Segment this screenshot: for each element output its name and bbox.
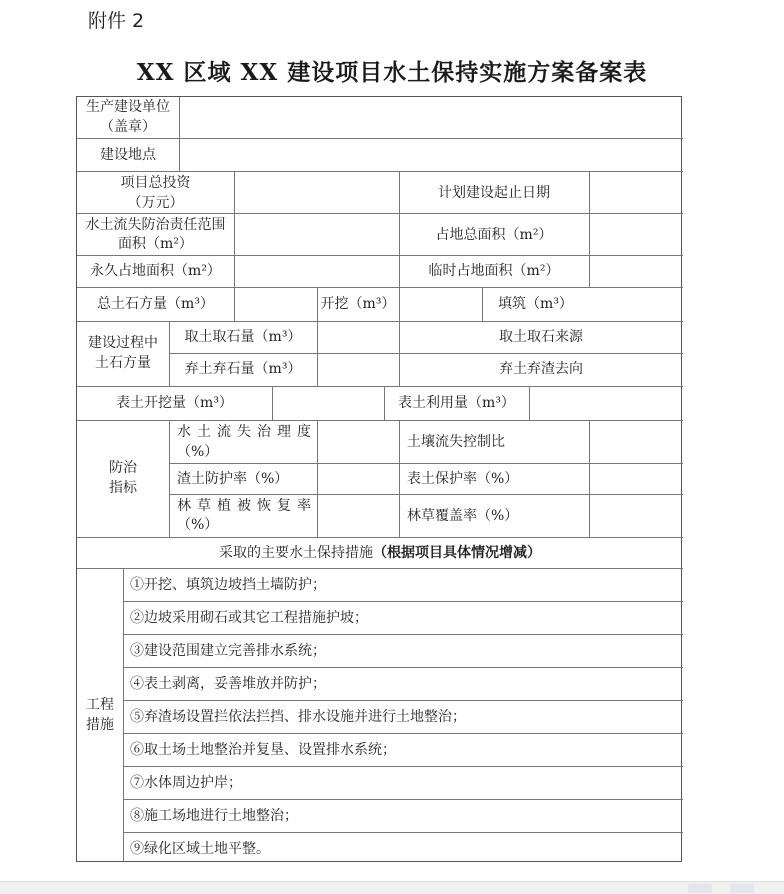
- fill-label: 填筑（m³）: [498, 296, 573, 312]
- unit-label-seal: （盖章）: [100, 119, 156, 135]
- row-divider: [123, 634, 683, 635]
- excavation-label: 开挖（m³）: [320, 296, 396, 312]
- row-divider: [169, 494, 683, 495]
- col-divider: [123, 568, 124, 862]
- investment-label: 项目总投资: [120, 175, 191, 191]
- responsibility-area-unit: 面积（m²）: [118, 236, 193, 252]
- row-divider: [169, 353, 683, 354]
- col-divider: [589, 171, 590, 287]
- col-divider: [589, 420, 590, 537]
- measures-header-note: （根据项目具体情况增减）: [373, 545, 541, 561]
- topsoil-excavation-label: 表土开挖量（m³）: [116, 395, 233, 411]
- row-divider: [123, 700, 683, 701]
- col-divider: [179, 97, 180, 171]
- row-divider: [77, 420, 683, 421]
- row-divider: [77, 255, 683, 256]
- spoil-destination-label: 弃土弃渣去向: [499, 361, 583, 377]
- document-title: XX 区域 XX 建设项目水土保持实施方案备案表: [136, 59, 648, 86]
- row-divider: [123, 832, 683, 833]
- col-divider: [234, 287, 235, 321]
- row-divider: [123, 733, 683, 734]
- col-divider: [317, 321, 318, 386]
- row-divider: [77, 321, 683, 322]
- slag-protection-rate-label: 渣土防护率（%）: [177, 471, 289, 487]
- spoil-amount-label: 弃土弃石量（m³）: [184, 361, 302, 377]
- row-divider: [123, 601, 683, 602]
- measure-item: ⑨绿化区域土地平整。: [130, 841, 270, 857]
- col-divider: [399, 287, 400, 321]
- engineering-label-2: 措施: [86, 717, 114, 733]
- row-divider: [123, 667, 683, 668]
- row-divider: [77, 537, 683, 538]
- borrow-source-label: 取土取石来源: [499, 329, 583, 345]
- topsoil-use-label: 表土利用量（m³）: [398, 395, 515, 411]
- earthwork-total-label: 总土石方量（m³）: [97, 296, 214, 312]
- temporary-land-label: 临时占地面积（m²）: [428, 263, 560, 279]
- permanent-land-label: 永久占地面积（m²）: [90, 263, 221, 279]
- page-nav-button[interactable]: [688, 884, 712, 893]
- vegetation-coverage-rate-label: 林草覆盖率（%）: [407, 508, 519, 524]
- measure-item: ①开挖、填筑边坡挡土墙防护；: [130, 577, 326, 593]
- soil-loss-ratio-label: 土壤流失控制比: [407, 434, 505, 450]
- erosion-control-rate-unit: （%）: [177, 444, 219, 460]
- col-divider: [272, 386, 273, 420]
- col-divider: [169, 420, 170, 537]
- engineering-label: 工程: [86, 697, 114, 713]
- col-divider: [529, 386, 530, 420]
- row-divider: [77, 138, 683, 139]
- measure-item: ④表土剥离，妥善堆放并防护；: [130, 676, 326, 692]
- measure-item: ⑧施工场地进行土地整治；: [130, 808, 298, 824]
- vegetation-recovery-rate-unit: （%）: [177, 517, 219, 533]
- col-divider: [234, 171, 235, 287]
- viewer-bottom-bar: [0, 881, 784, 894]
- location-label: 建设地点: [100, 147, 156, 163]
- responsibility-area-label: 水土流失防治责任范围: [85, 217, 226, 233]
- investment-unit: （万元）: [127, 195, 184, 211]
- unit-label: 生产建设单位: [86, 99, 170, 115]
- col-divider: [399, 420, 400, 537]
- process-earthwork-label-2: 土石方量: [95, 355, 151, 371]
- measures-header-text: 采取的主要水土保持措施: [219, 545, 373, 561]
- row-divider: [77, 171, 683, 172]
- indicators-label: 防治: [109, 460, 137, 476]
- measure-item: ⑤弃渣场设置拦依法拦挡、排水设施并进行土地整治；: [130, 709, 466, 725]
- total-land-label: 占地总面积（m²）: [435, 227, 553, 243]
- row-divider: [123, 799, 683, 800]
- schedule-label: 计划建设起止日期: [438, 185, 550, 201]
- row-divider: [77, 568, 683, 569]
- measure-item: ③建设范围建立完善排水系统；: [130, 643, 326, 659]
- filing-form-table: [76, 96, 682, 862]
- measures-header: [77, 543, 683, 563]
- page-menu-button[interactable]: [730, 884, 754, 893]
- col-divider: [317, 420, 318, 537]
- row-divider: [123, 766, 683, 767]
- vegetation-recovery-rate-label: 林草植被恢复率: [177, 498, 317, 514]
- indicators-label-2: 指标: [109, 480, 137, 496]
- topsoil-protection-rate-label: 表土保护率（%）: [407, 471, 519, 487]
- process-earthwork-label: 建设过程中: [88, 335, 158, 351]
- borrow-amount-label: 取土取石量（m³）: [184, 329, 302, 345]
- erosion-control-rate-label: 水土流失治理度: [177, 424, 317, 440]
- measure-item: ②边坡采用砌石或其它工程措施护坡；: [130, 610, 368, 626]
- row-divider: [77, 213, 683, 214]
- measure-item: ⑥取土场土地整治并复垦、设置排水系统；: [130, 742, 396, 758]
- attachment-label: 附件 2: [88, 10, 145, 32]
- row-divider: [77, 287, 683, 288]
- row-divider: [169, 463, 683, 464]
- measure-item: ⑦水体周边护岸；: [130, 775, 242, 791]
- row-divider: [77, 386, 683, 387]
